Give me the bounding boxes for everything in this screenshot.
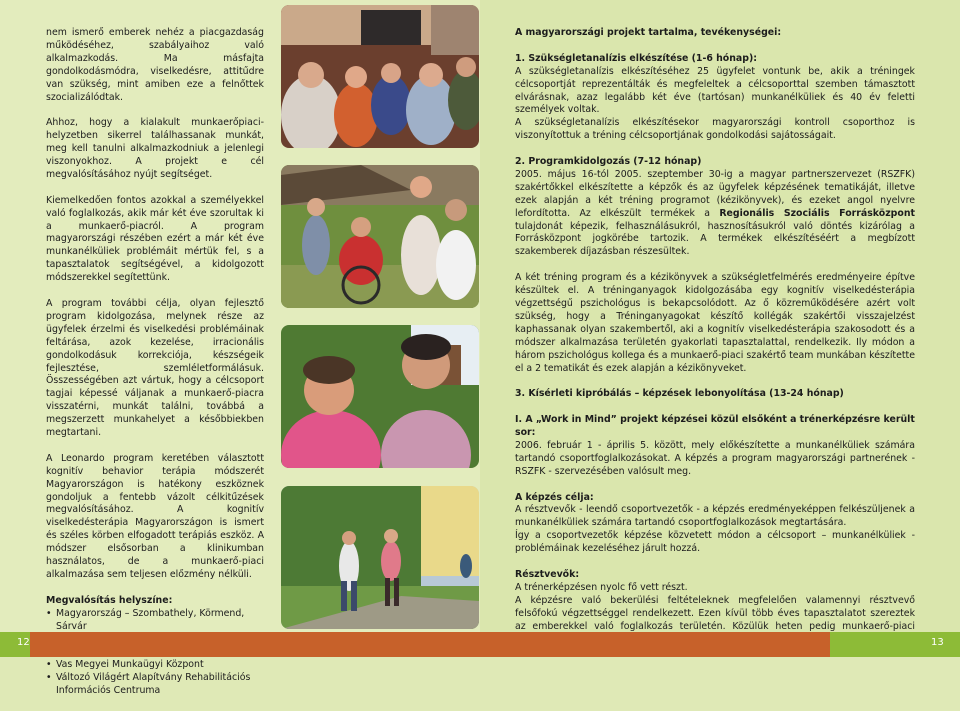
paragraph: A résztvevők - leendő csoportvezetők - a képzés eredményeképpen felkészüljenek a munkanélküliek számára tartandó csoportfoglalkozások megtartására.	[515, 504, 915, 529]
subheading: I. A „Work in Mind” projekt képzései közül elsőként a trénerképzésre került sor:	[515, 414, 915, 439]
photo-outdoor-group	[281, 165, 479, 308]
paragraph: A két tréning program és a kézikönyvek a szükségletfelmérés eredményeire építve készültek el. A tréninganyagok kidolgozásába egy kognitív viselkedésterápia végzettségű pszichológus is bekapcsolódott. Az ő közreműködésére azért volt szükség, hogy a Tréninganyagokat készítő kollégák szakértői visszajelzést kaphassanak olyan szakembertől, aki a kognitív viselkedésterápia szakosodott és a módszer alkalmazása területén gyakorlati tapasztalattal, rendelkezik. Ily módon a három pszichológus kollega és a munkaerő-piaci szakértő team munkában készítette el a 2 tematikát és ezek alapján a kézikönyveket.	[515, 272, 915, 374]
section-title: A magyarországi projekt tartalma, tevékenységei:	[515, 27, 782, 38]
location-heading: Megvalósítás helyszíne:	[46, 594, 173, 606]
step-heading: 1. Szükségletanalízis elkészítése (1-6 hónap):	[515, 52, 757, 64]
location-list	[46, 608, 264, 634]
text-span: 2005. május 16-tól 2005. szeptember 30-ig a magyar partnerszervezet (RSZFK) szakértőkkel elkészítette a képzők és az ügyfelek képzésének tematikáját, illetve ezek alapján a két tréning programot (kézikönyvek), és ezeket angol nyelvre lefordította. Az elkészült termékek a	[515, 168, 915, 219]
paragraph: A trénerképzésen nyolc fő vett részt.	[515, 581, 688, 593]
goal-heading: A képzés célja:	[515, 491, 594, 503]
partners-list	[46, 659, 264, 698]
step-heading: 2. Programkidolgozás (7-12 hónap)	[515, 156, 702, 168]
paragraph: A szükségletanalízis elkészítésekor magyarországi kontroll csoporthoz is viszonyítottuk a tréning célcsoportjának gondolkodási sajátosságait.	[515, 117, 915, 142]
paragraph	[515, 169, 915, 259]
left-text-column	[46, 27, 264, 711]
list-item: • Változó Világért Alapítvány Rehabilitációs Információs Centruma	[46, 672, 264, 698]
footer-accent	[30, 632, 830, 657]
photo-two-women	[281, 325, 479, 468]
text-bold: Regionális Szociális Forrásközpont	[719, 207, 915, 219]
paragraph: Így a csoportvezetők képzése közvetett módon a célcsoport – munkanélküliek - problémáinak kezeléséhez járult hozzá.	[515, 530, 915, 555]
page-number-left: 12	[17, 637, 30, 648]
photo-garden-walk	[281, 486, 479, 629]
page-number-right: 13	[931, 637, 944, 648]
paragraph: 2006. február 1 - április 5. között, mely előkészítette a munkanélküliek számára tartandó csoportfoglalkozásokat. A képzés a program magyarországi partnerének - RSZFK - szervezésében valósult meg.	[515, 439, 915, 477]
list-item: • Magyarország – Szombathely, Körmend, Sárvár	[46, 608, 264, 634]
paragraph: A szükségletanalízis elkészítéséhez 25 ügyfelet vontunk be, akik a tréningek célcsoportját reprezentálták és megfeleltek a célcsoporttal szemben támasztott elvárásnak, azaz legalább két éve (tartósan) munkanélküliek és 40 év feletti személyek voltak.	[515, 65, 915, 116]
photo-classroom-group	[281, 5, 479, 148]
step-heading: 3. Kísérleti kipróbálás – képzések lebonyolítása (13-24 hónap)	[515, 388, 844, 400]
paragraph: A Leonardo program keretében választott kognitív behavior terápia módszerét Magyarországon is hatékony eszköznek gondoljuk a fentebb vázolt célkitűzések megvalósításához. A kognitív viselkedésterápia Magyarországon is ismert és széles körben elfogadott terápiás eszköz. A módszer elsősorban a klinikumban használatos, de a munkaerő-piaci alkalmazása sem teljesen előzmény nélküli.	[46, 452, 264, 580]
right-text-column	[515, 27, 915, 659]
paragraph: Kiemelkedően fontos azokkal a személyekkel való foglalkozás, akik már két éve szorultak ki a munkaerő-piacról. A program magyarországi részében ezért a már két éve munkanélküliek problémáit mértük fel, s a tapasztalatok segítségével, a kidolgozott módszerekkel segítettünk.	[46, 194, 264, 284]
paragraph: A képzésre való bekerülési feltételeknek megfelelően valamennyi résztvevő felsőfokú végzettséggel rendelkezett. Ezen kívül több éves tapasztalatot szereztek az emberekkel való foglalkozás területén. Közülük heten pedig munkaerő-piaci	[515, 594, 915, 632]
participants-heading: Résztvevők:	[515, 568, 580, 580]
paragraph: nem ismerő emberek nehéz a piacgazdaság működéséhez, szabályaihoz való alkalmazkodás. Ma másfajta gondolkodásmódra, viselkedésre, attitűdre van szükség, mint amiben eze a felnőttek szocializálódtak.	[46, 27, 264, 103]
text-span: tulajdonát képezik, felhasználásukról, hasznosításukról való döntés kizárólag a Forrásközpont jogkörébe tartozik. A termékek elkészítéséért a megbízott szakemberek díjazásban részesültek.	[515, 220, 915, 258]
paragraph: Ahhoz, hogy a kialakult munkaerőpiaci-helyzetben sikerrel találhassanak munkát, meg kell tanulni alkalmazkodniuk a jelenlegi viszonyokhoz. A projekt e cél megvalósításához nyújt segítséget.	[46, 117, 264, 180]
paragraph: A program további célja, olyan fejlesztő program kidolgozása, melynek része az ügyfelek érzelmi és viselkedési problémáinak feltárása, azok kezelése, irracionális gondolkodásuk korrekciója, készségeik fejlesztése, szemléletformálásuk. Összességében azt vártuk, hogy a célcsoport tagjai képessé váljanak a munkaerő-piacra visszatérni, munkát találni, továbbá a megszerzett munkahelyet a későbbiekben megtartani.	[46, 297, 264, 439]
list-item: • Vas Megyei Munkaügyi Központ	[46, 659, 264, 672]
